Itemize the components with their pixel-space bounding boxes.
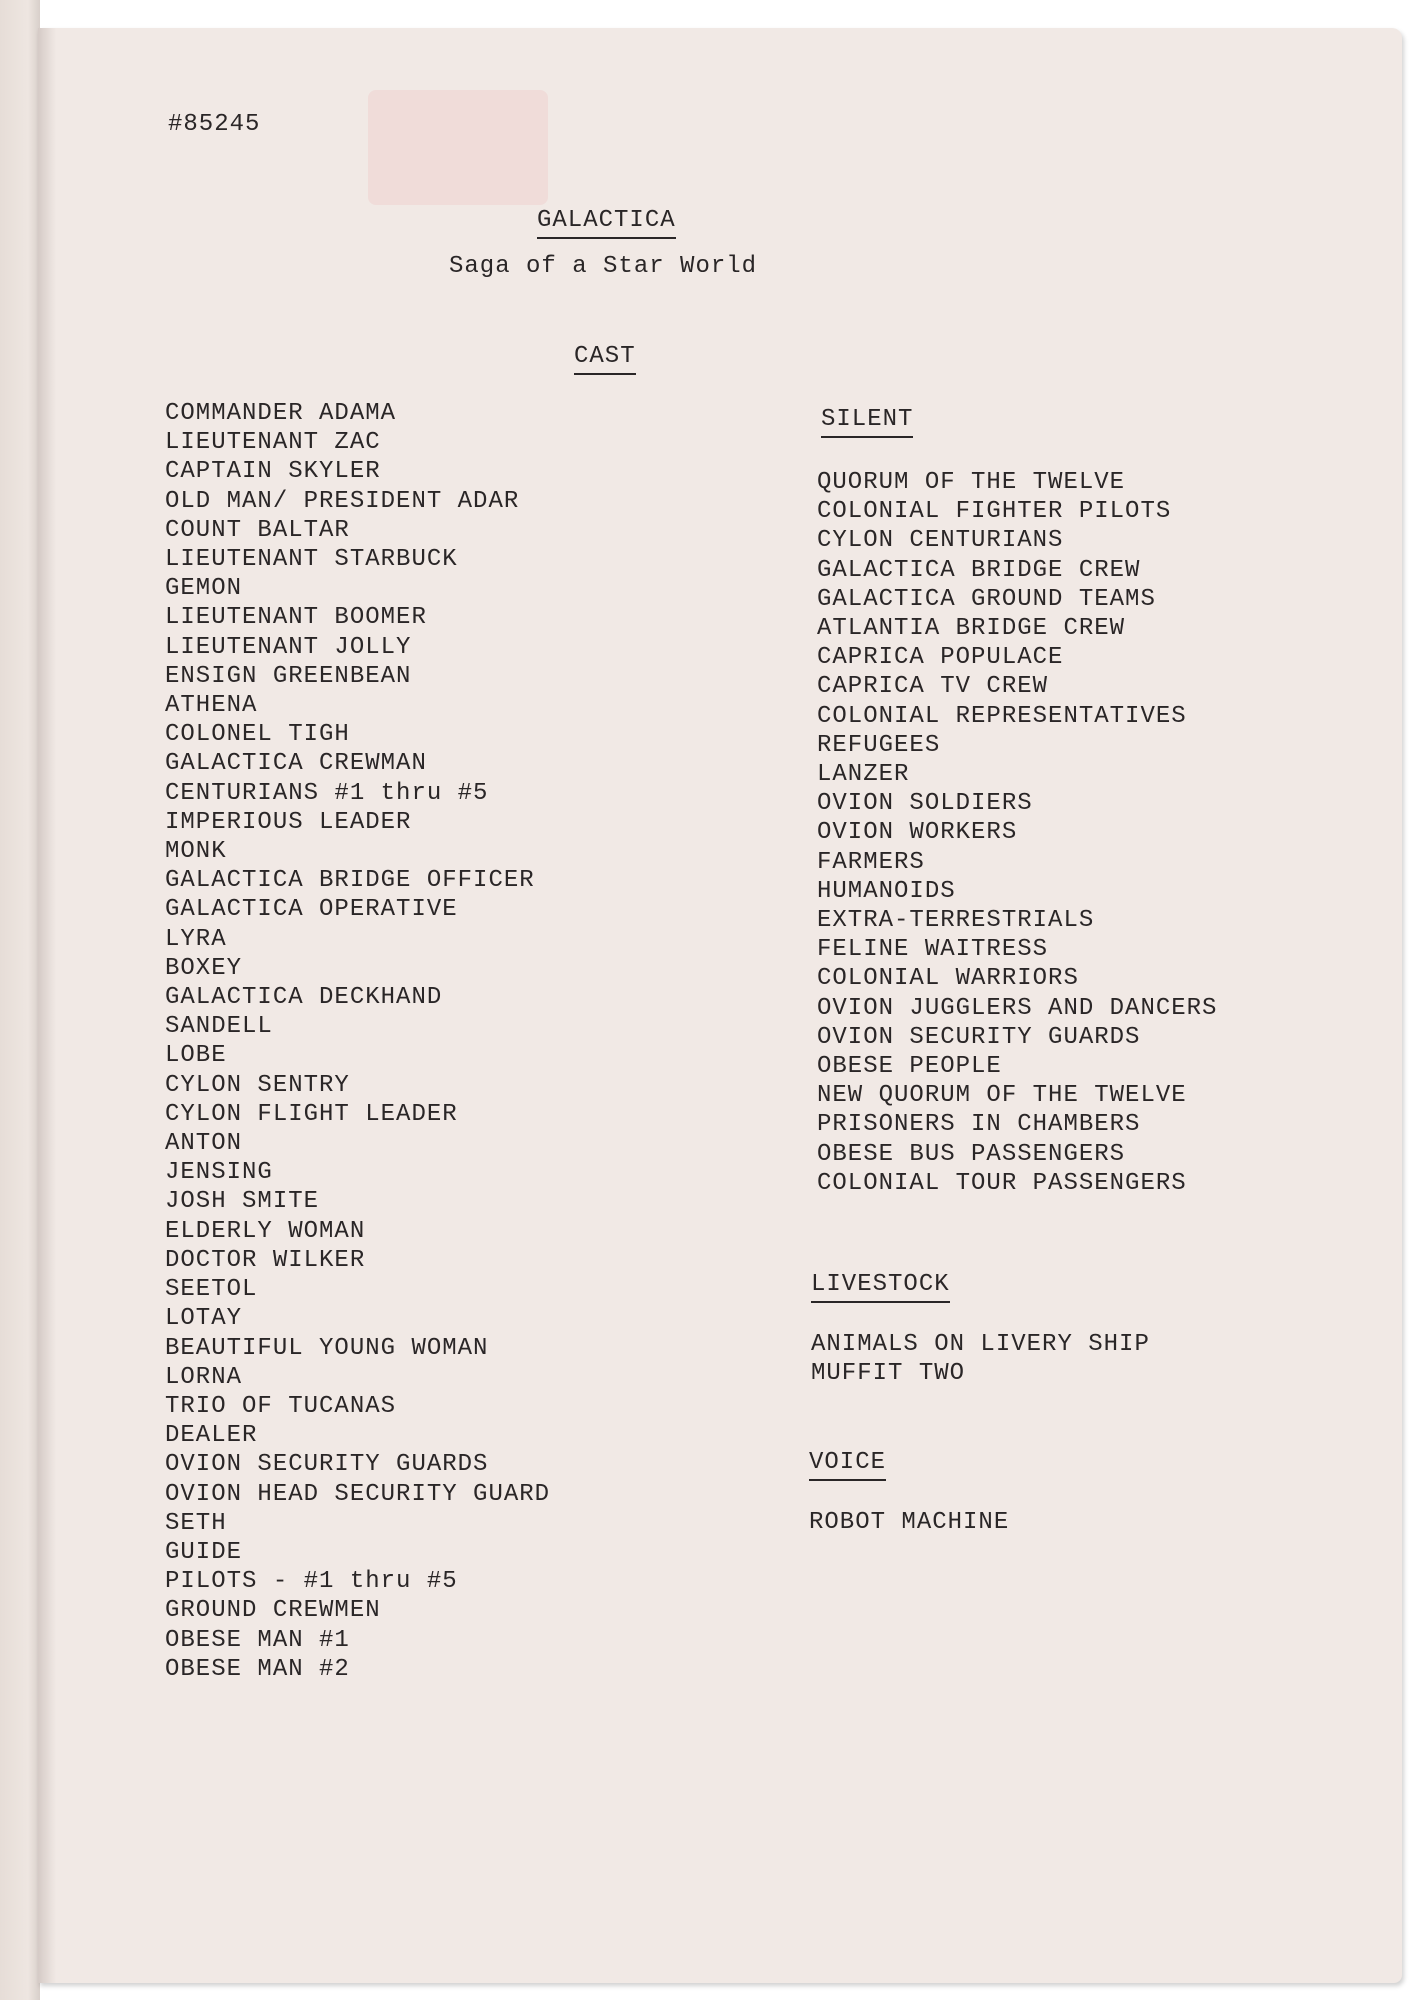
page-subtitle: Saga of a Star World <box>449 253 758 280</box>
cast-member: ANTON <box>165 1130 243 1158</box>
cast-member: SANDELL <box>165 1013 273 1041</box>
silent-role: CYLON CENTURIANS <box>817 527 1064 555</box>
previous-page-edge <box>0 0 40 2000</box>
silent-role: HUMANOIDS <box>817 877 956 905</box>
livestock-list <box>811 1330 1150 1388</box>
voice-heading: VOICE <box>809 1449 886 1481</box>
cast-member: GUIDE <box>165 1538 243 1566</box>
cast-member: OVION SECURITY GUARDS <box>165 1451 489 1479</box>
silent-role: COLONIAL TOUR PASSENGERS <box>817 1169 1187 1197</box>
cast-member: ATHENA <box>165 692 258 720</box>
cast-member: GEMON <box>165 575 243 603</box>
cast-member: BOXEY <box>165 954 243 982</box>
voice-role: ROBOT MACHINE <box>809 1509 1010 1536</box>
silent-role: FELINE WAITRESS <box>817 936 1049 964</box>
cast-member: ELDERLY WOMAN <box>165 1217 366 1245</box>
silent-role: COLONIAL FIGHTER PILOTS <box>817 498 1172 526</box>
silent-role: OVION SOLDIERS <box>817 790 1033 818</box>
cast-member: GALACTICA CREWMAN <box>165 750 427 778</box>
silent-role: OVION SECURITY GUARDS <box>817 1023 1141 1051</box>
silent-role: OBESE BUS PASSENGERS <box>817 1140 1126 1168</box>
silent-role: OVION JUGGLERS AND DANCERS <box>817 994 1218 1022</box>
cast-member: LOBE <box>165 1042 227 1070</box>
cast-member: DOCTOR WILKER <box>165 1246 366 1274</box>
silent-role: OBESE PEOPLE <box>817 1053 1002 1081</box>
cast-member: SETH <box>165 1509 227 1537</box>
cast-member: LIEUTENANT BOOMER <box>165 604 427 632</box>
cast-list <box>165 399 550 1684</box>
livestock-heading: LIVESTOCK <box>811 1271 950 1303</box>
silent-list <box>817 468 1217 1198</box>
cast-member: GROUND CREWMEN <box>165 1597 381 1625</box>
cast-member: LIEUTENANT STARBUCK <box>165 546 458 574</box>
silent-role: REFUGEES <box>817 731 941 759</box>
cast-member: MONK <box>165 838 227 866</box>
silent-role: GALACTICA BRIDGE CREW <box>817 556 1141 584</box>
livestock-item: ANIMALS ON LIVERY SHIP <box>811 1331 1150 1358</box>
cast-member: CYLON FLIGHT LEADER <box>165 1100 458 1128</box>
cast-member: GALACTICA BRIDGE OFFICER <box>165 867 535 895</box>
cast-heading: CAST <box>574 343 636 375</box>
cast-member: OVION HEAD SECURITY GUARD <box>165 1480 551 1508</box>
voice-list <box>809 1508 1009 1537</box>
cast-member: COLONEL TIGH <box>165 721 350 749</box>
cast-member: LIEUTENANT ZAC <box>165 429 381 457</box>
cast-member: DEALER <box>165 1422 258 1450</box>
cast-member: PILOTS - #1 thru #5 <box>165 1568 458 1596</box>
cast-member: OLD MAN/ PRESIDENT ADAR <box>165 487 520 515</box>
cast-member: GALACTICA DECKHAND <box>165 984 443 1012</box>
faded-stamp <box>368 90 548 205</box>
silent-role: QUORUM OF THE TWELVE <box>817 469 1126 496</box>
cast-member: LORNA <box>165 1363 243 1391</box>
silent-role: COLONIAL REPRESENTATIVES <box>817 702 1187 730</box>
silent-heading: SILENT <box>821 406 913 438</box>
cast-member: COMMANDER ADAMA <box>165 400 397 427</box>
silent-role: PRISONERS IN CHAMBERS <box>817 1111 1141 1139</box>
silent-role: CAPRICA TV CREW <box>817 673 1049 701</box>
silent-role: OVION WORKERS <box>817 819 1018 847</box>
cast-member: ENSIGN GREENBEAN <box>165 662 412 690</box>
cast-member: LOTAY <box>165 1305 243 1333</box>
page-title: GALACTICA <box>537 207 676 239</box>
cast-member: GALACTICA OPERATIVE <box>165 896 458 924</box>
cast-member: OBESE MAN #1 <box>165 1626 350 1654</box>
cast-member: JENSING <box>165 1159 273 1187</box>
livestock-item: MUFFIT TWO <box>811 1360 966 1388</box>
cast-member: CYLON SENTRY <box>165 1071 350 1099</box>
cast-member: COUNT BALTAR <box>165 516 350 544</box>
cast-member: IMPERIOUS LEADER <box>165 808 412 836</box>
cast-member: LIEUTENANT JOLLY <box>165 633 412 661</box>
page-gutter-shadow <box>38 28 56 1983</box>
silent-role: ATLANTIA BRIDGE CREW <box>817 615 1126 643</box>
cast-member: CENTURIANS #1 thru #5 <box>165 779 489 807</box>
silent-role: NEW QUORUM OF THE TWELVE <box>817 1082 1187 1110</box>
cast-member: JOSH SMITE <box>165 1188 320 1216</box>
cast-member: CAPTAIN SKYLER <box>165 458 381 486</box>
cast-member: SEETOL <box>165 1276 258 1304</box>
silent-role: EXTRA-TERRESTRIALS <box>817 907 1095 935</box>
cast-member: BEAUTIFUL YOUNG WOMAN <box>165 1334 489 1362</box>
document-number: #85245 <box>168 111 261 138</box>
silent-role: FARMERS <box>817 848 925 876</box>
silent-role: GALACTICA GROUND TEAMS <box>817 585 1156 613</box>
cast-member: OBESE MAN #2 <box>165 1655 350 1683</box>
silent-role: LANZER <box>817 761 910 789</box>
silent-role: COLONIAL WARRIORS <box>817 965 1079 993</box>
cast-member: LYRA <box>165 925 227 953</box>
silent-role: CAPRICA POPULACE <box>817 644 1064 672</box>
cast-member: TRIO OF TUCANAS <box>165 1392 397 1420</box>
